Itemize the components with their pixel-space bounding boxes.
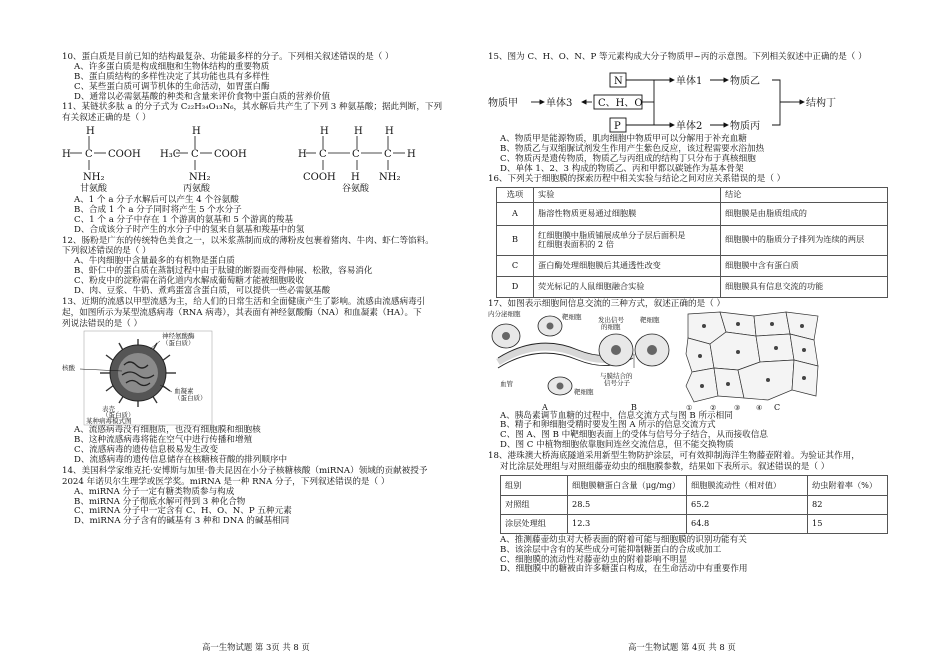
marker-1: ① [686,403,693,412]
question-stem: 14、美国科学家维克托·安博斯与加里·鲁夫昆因在小分子核糖核酸（miRNA）领域的贡献被授予 [62,465,428,476]
option-b[interactable]: B、虾仁中的蛋白质在蒸制过程中由于肽键的断裂而变得伸展、松散，容易消化 [74,266,373,277]
question-stem-cont: 起，如图所示为某型流感病毒（RNA 病毒），其表面有神经氨酸酶（NA）和血凝素（HA）。下 [62,307,422,318]
cell-fluidity: 64.8 [687,514,808,533]
table-row [501,495,888,514]
label-na-sub: （蛋白质） [162,339,195,348]
cell-attachment-rate: 15 [808,514,888,533]
th-group: 组别 [501,475,568,495]
option-c[interactable]: C、粉皮中的淀粉需在消化道内水解成葡萄糖才能被细胞吸收 [74,276,305,286]
label-membrane-signal: 与膜结合的 [600,371,633,380]
question-stem: 15、图为 C、H、O、N、P 等元素构成大分子物质甲~丙的示意图。下列相关叙述中正确的是（ ） [488,52,867,62]
option-a[interactable]: A、miRNA 分子一定有糖类物质参与构成 [74,486,235,497]
option-b[interactable]: B、合成 1 个 a 分子同时将产生 5 个水分子 [74,204,242,215]
label-target-cell-2: 靶细胞 [574,387,594,396]
atom-h: H [62,149,71,161]
label-nucleic-acid: 核酸 [62,364,75,373]
group-cooh: COOH [214,149,247,161]
row-experiment: 蛋白酶处理细胞膜后其通透性改变 [534,255,721,276]
right-column [488,52,893,575]
marker-3: ③ [734,403,741,412]
coating-results-table [500,475,888,534]
cell-fluidity: 65.2 [687,495,808,514]
option-a[interactable]: A、牛肉细胞中含量最多的有机物是蛋白质 [74,256,235,267]
option-d[interactable]: D、肉、豆浆、牛奶、煮鸡蛋富含蛋白质，可以提供一些必需氨基酸 [74,285,331,296]
atom-c: C [85,149,93,161]
amino-acid-structures [62,124,462,192]
option-c[interactable]: C、细胞膜的流动性对藤壶幼虫的附着影响不明显 [500,554,688,565]
label-glutamate: 谷氨酸 [342,184,370,193]
cell-communication-figure [488,310,888,412]
label-blood-vessel: 血管 [500,379,513,388]
question-13 [62,298,467,466]
label-figure-caption: 某种病毒模式图 [86,417,132,426]
atom-h: H [298,149,307,161]
row-experiment: 荧光标记的人鼠细胞融合实验 [534,276,721,297]
cell-glycoprotein: 28.5 [568,495,687,514]
option-b[interactable]: B、miRNA 分子彻底水解可得到 3 种化合物 [74,496,246,507]
question-stem: 13、近期的流感以甲型流感为主，给人们的日常生活和全面健康产生了影响。流感由流感病毒引 [62,296,426,307]
row-experiment-line: 红细胞表面积的 2 倍 [538,239,614,250]
option-a[interactable]: A、物质甲是能源物质，肌肉细胞中物质甲可以分解用于补充血糖 [500,133,747,144]
th-experiment: 实验 [534,188,721,202]
option-b[interactable]: B、这种流感病毒将能在空气中进行传播和增殖 [74,435,253,446]
table-row [497,255,888,276]
row-experiment-line: 红细胞膜中脂质铺展成单分子层后面积是 [538,229,686,240]
question-stem: 10、蛋白质是目前已知的结构最复杂、功能最多样的分子。下列相关叙述错误的是（ ） [62,52,394,62]
membrane-history-table [496,187,888,297]
node-structure-ding: 结构丁 [806,97,836,109]
question-stem-cont: 有关叙述正确的是（ ） [62,113,151,124]
th-conclusion: 结论 [721,188,888,202]
question-10 [62,53,467,102]
question-14 [62,467,467,527]
question-stem-cont: 列说法错误的是（ ） [62,318,143,329]
page-footer-left: 高一生物试题 第 3页 共 8 页 [202,642,310,652]
group-cooh: COOH [303,172,336,184]
node-substance-yi: 物质乙 [730,75,760,87]
table-row [497,225,888,255]
th-fluidity: 细胞膜流动性（相对值） [687,475,808,495]
label-capsule-sub: （蛋白质） [102,411,135,420]
label-figure-c: C [774,402,781,412]
left-column [62,52,467,527]
row-conclusion: 细胞膜具有信息交流的功能 [721,276,888,297]
macromolecule-diagram [488,63,888,135]
group-cooh: COOH [108,149,141,161]
option-d[interactable]: D、图 C 中植物细胞依靠胞间连丝交流信息，但不能交换物质 [500,440,734,451]
atom-c: C [352,149,360,161]
group-nh2: NH₂ [189,172,211,184]
table-header-row [497,188,888,202]
option-d[interactable]: D、通常以必需氨基酸的种类和含量来评价食物中蛋白质的营养价值 [74,91,331,102]
option-d[interactable]: D、单体 1、2、3 构成的物质乙、丙和甲都以碳链作为基本骨架 [500,163,744,174]
option-d[interactable]: D、细胞膜中的糖被由许多糖蛋白构成，在生命活动中有重要作用 [500,564,748,575]
label-figure-a: A [542,402,548,412]
table-row [501,514,888,533]
label-capsule: 表壳 [102,405,115,414]
row-option: A [497,202,534,225]
row-experiment: 脂溶性物质更易通过细胞膜 [534,202,721,225]
option-d[interactable]: D、miRNA 分子含有的碱基有 3 种和 DNA 的碱基相同 [74,516,290,527]
virus-model-figure [62,329,462,426]
node-substance-bing: 物质丙 [730,120,760,132]
row-conclusion: 细胞膜是由脂质组成的 [721,202,888,225]
marker-2: ② [710,403,717,412]
option-b[interactable]: B、精子和卵细胞受精时要发生图 A 所示的信息交流方式 [500,420,716,431]
label-membrane-signal-2: 信号分子 [604,378,630,387]
question-15 [488,53,893,174]
label-endocrine-cell: 内分泌细胞 [488,309,521,318]
option-c[interactable]: C、某些蛋白质可调节机体的生命活动，如胃蛋白酶 [74,81,270,92]
table-header-row [501,475,888,495]
question-stem: 12、肠粉是广东的传统特色美食之一，以米浆蒸制而成的薄粉皮包裹着猪肉、牛肉、虾仁等馅料。 [62,235,434,246]
option-d[interactable]: D、合成该分子时产生的水分子中的氢来自氨基和羧基中的氢 [74,224,305,235]
group-h3c: H₃C [160,149,181,161]
th-attachment-rate: 幼虫附着率（%） [808,475,888,495]
option-c[interactable]: C、miRNA 分子中一定含有 C、H、O、N、P 五种元素 [74,506,292,517]
marker-4: ④ [756,403,763,412]
page-footer-right: 高一生物试题 第 4页 共 8 页 [628,642,736,652]
row-conclusion: 细胞膜中含有蛋白质 [721,255,888,276]
atom-h: H [86,126,95,138]
question-11 [62,103,467,235]
option-c[interactable]: C、物质丙是遗传物质，物质乙与丙组成的结构丁只分布于真核细胞 [500,153,756,164]
row-option: D [497,276,534,297]
node-unit-2: 单体2 [676,120,703,132]
option-b[interactable]: B、物质乙与双缩脲试剂发生作用产生紫色反应，该过程需要水浴加热 [500,143,765,154]
question-stem: 17、如图表示细胞间信息交流的三种方式，叙述正确的是（ ） [488,298,726,309]
th-glycoprotein: 细胞膜糖蛋白含量（μg/mg） [568,475,687,495]
cell-attachment-rate: 82 [808,495,888,514]
node-unit-3: 单体3 [546,97,573,109]
row-option: C [497,255,534,276]
question-stem-cont: 2024 年诺贝尔生理学或医学奖。miRNA 是一种 RNA 分子，下列叙述错误的是（ ） [62,476,390,487]
cell-glycoprotein: 12.3 [568,514,687,533]
option-c[interactable]: C、图 A、图 B 中靶细胞表面上的受体与信号分子结合，从而接收信息 [500,430,768,441]
label-signal-cell-2: 的细胞 [601,322,621,331]
question-12 [62,237,467,297]
table-row [497,202,888,225]
group-nh2: NH₂ [379,172,401,184]
element-cho: C、H、O [598,97,643,109]
option-a[interactable]: A、胰岛素调节血糖的过程中，信息交流方式与图 B 所示相同 [500,410,733,421]
element-n: N [614,75,623,87]
label-signal-cell: 发出信号 [598,315,624,324]
option-d[interactable]: D、流感病毒的遗传信息储存在核糖核苷酸的排列顺序中 [74,455,288,465]
option-b[interactable]: B、蛋白质结构的多样性决定了其功能也具有多样性 [74,71,270,82]
option-a[interactable]: A、流感病毒没有细胞质，也没有细胞膜和细胞核 [74,425,261,436]
atom-h: H [407,149,416,161]
question-17 [488,300,893,451]
question-stem: 11、某链状多肽 a 的分子式为 C₂₂H₃₄O₁₃N₆，其水解后共产生了下列 3 种氨基酸；据此判断，下列 [62,102,443,113]
atom-c: C [191,149,199,161]
question-stem: 16、下列关于细胞膜的探索历程中相关实验与结论之间对应关系错误的是（ ） [488,174,786,185]
question-stem: 18、港珠澳大桥海底隧道采用新型生物防护涂层，可有效抑制海洋生物藤壶附着。为验证其作用， [488,451,860,462]
label-na: 神经氨酸酶 [162,332,195,341]
question-18 [488,452,893,575]
cell-group: 涂层处理组 [501,514,568,533]
label-ha: 血凝素 [174,387,194,396]
table-row [497,276,888,297]
group-h: H [351,172,360,184]
label-alanine: 丙氨酸 [183,184,211,193]
node-unit-1: 单体1 [676,75,703,87]
row-experiment [534,225,721,255]
label-glycine: 甘氨酸 [80,184,108,193]
atom-c: C [384,149,392,161]
option-a[interactable]: A、1 个 a 分子水解后可以产生 4 个谷氨酸 [74,195,239,205]
atom-h: H [354,126,363,138]
atom-h: H [385,126,394,138]
atom-h: H [192,126,201,138]
row-option: B [497,225,534,255]
atom-h: H [320,126,329,138]
option-c[interactable]: C、流感病毒的遗传信息极易发生改变 [74,445,219,456]
question-stem-cont: 下列叙述错误的是（ ） [62,246,151,257]
option-a[interactable]: A、许多蛋白质是构成细胞和生物体结构的重要物质 [74,61,270,72]
th-option: 选项 [497,188,534,202]
label-figure-b: B [631,402,637,412]
element-p: P [614,120,621,132]
node-substance-jia: 物质甲 [488,97,518,109]
option-c[interactable]: C、1 个 a 分子中存在 1 个游离的氨基和 5 个游离的羧基 [74,214,294,225]
option-a[interactable]: A、推测藤壶幼虫对大桥表面的附着可能与细胞膜的识别功能有关 [500,534,747,545]
question-stem-cont: 对比涂层处理组与对照组藤壶幼虫的细胞膜参数，结果如下表所示。叙述错误的是（ ） [500,461,830,472]
cell-group: 对照组 [501,495,568,514]
question-16 [488,175,893,297]
label-ha-sub: （蛋白质） [174,394,207,403]
label-target-cell-b: 靶细胞 [640,315,660,324]
option-b[interactable]: B、该涂层中含有的某些成分可能抑制糖蛋白的合成或加工 [500,544,722,555]
row-conclusion: 细胞膜中的脂质分子排列为连续的两层 [721,225,888,255]
atom-c: C [319,149,327,161]
label-target-cell: 靶细胞 [562,312,582,321]
group-nh2: NH₂ [83,172,105,184]
